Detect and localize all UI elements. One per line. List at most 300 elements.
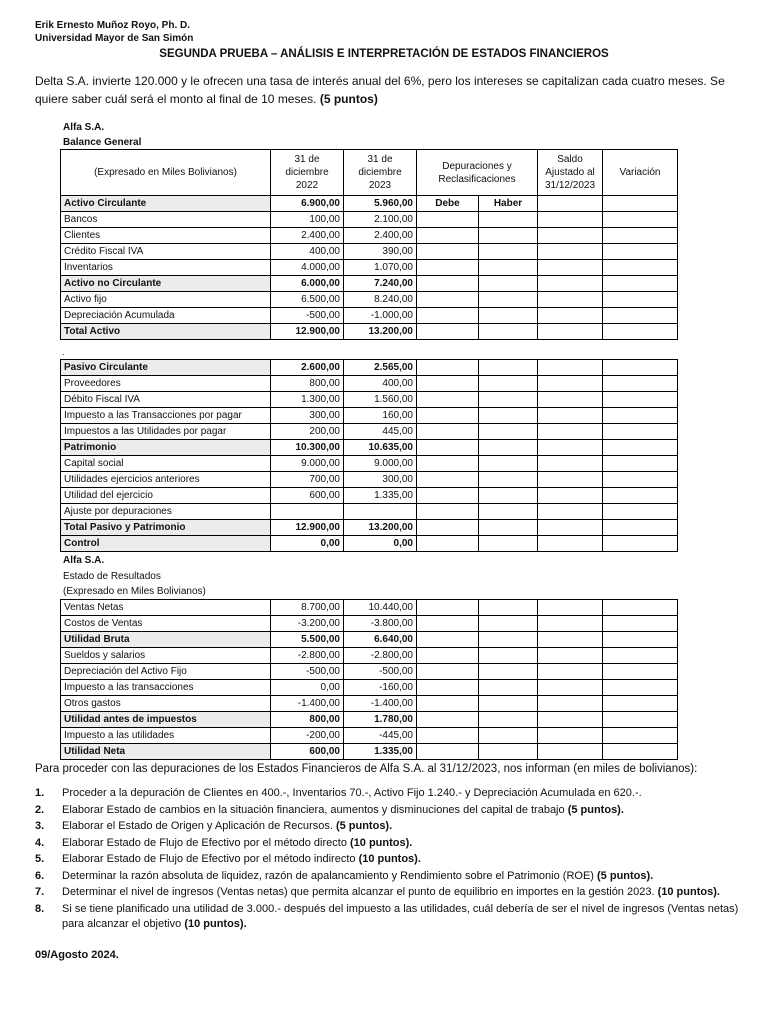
row-label: Otros gastos (61, 696, 271, 712)
credit-cell (479, 472, 538, 488)
header-adjustments: Depuraciones y Reclasificaciones (417, 150, 538, 196)
variation-cell (603, 196, 678, 212)
item-text (62, 803, 745, 818)
variation-cell (603, 308, 678, 324)
variation-cell (603, 276, 678, 292)
table-row (61, 196, 678, 212)
value-2023: 8.240,00 (344, 292, 417, 308)
adjusted-cell (538, 504, 603, 520)
adjusted-cell (538, 324, 603, 340)
adjusted-cell (538, 212, 603, 228)
value-2023: 10.440,00 (344, 600, 417, 616)
credit-cell (479, 212, 538, 228)
credit-cell (479, 616, 538, 632)
row-label: Pasivo Circulante (61, 360, 271, 376)
adjusted-cell (538, 408, 603, 424)
value-2022: 600,00 (271, 744, 344, 760)
row-label: Utilidad Bruta (61, 632, 271, 648)
credit-cell (479, 260, 538, 276)
value-2023: 2.400,00 (344, 228, 417, 244)
credit-cell (479, 728, 538, 744)
adjusted-cell (538, 520, 603, 536)
debit-cell (417, 504, 479, 520)
variation-cell (603, 324, 678, 340)
credit-cell (479, 408, 538, 424)
exam-title: SEGUNDA PRUEBA – ANÁLISIS E INTERPRETACIÓN DE ESTADOS FINANCIEROS (159, 48, 609, 60)
value-2023: 1.780,00 (344, 712, 417, 728)
balance-title: Balance General (63, 137, 142, 148)
credit-cell (479, 292, 538, 308)
credit-cell (479, 696, 538, 712)
instructions-list (35, 786, 745, 933)
debit-cell (417, 632, 479, 648)
debit-cell (417, 292, 479, 308)
adjusted-cell (538, 648, 603, 664)
university-name: Universidad Mayor de San Simón (35, 33, 194, 44)
credit-cell (479, 456, 538, 472)
balance-company: Alfa S.A. (63, 122, 105, 133)
header-2022: 31 de diciembre 2022 (271, 150, 344, 196)
value-2022: 600,00 (271, 488, 344, 504)
value-2022: 800,00 (271, 376, 344, 392)
value-2022: 10.300,00 (271, 440, 344, 456)
credit-cell (479, 324, 538, 340)
value-2022: 8.700,00 (271, 600, 344, 616)
value-2022: -500,00 (271, 664, 344, 680)
credit-cell (479, 712, 538, 728)
item-number: 5. (35, 853, 45, 865)
adjusted-cell (538, 680, 603, 696)
row-label: Crédito Fiscal IVA (61, 244, 271, 260)
row-label: Utilidad Neta (61, 744, 271, 760)
adjusted-cell (538, 664, 603, 680)
debit-cell (417, 456, 479, 472)
row-label: Activo fijo (61, 292, 271, 308)
value-2023: -2.800,00 (344, 648, 417, 664)
value-2022: 12.900,00 (271, 520, 344, 536)
list-item (35, 803, 745, 818)
value-2023: 445,00 (344, 424, 417, 440)
variation-cell (603, 712, 678, 728)
credit-cell (479, 600, 538, 616)
table-row (61, 536, 678, 552)
adjusted-cell (538, 440, 603, 456)
debit-cell (417, 260, 479, 276)
item-text (62, 885, 745, 900)
table-row (61, 472, 678, 488)
adjusted-cell (538, 728, 603, 744)
value-2023: 1.335,00 (344, 488, 417, 504)
income-section (61, 600, 678, 760)
debit-cell (417, 376, 479, 392)
table-row (61, 728, 678, 744)
table-row (61, 408, 678, 424)
header-unit: (Expresado en Miles Bolivianos) (61, 150, 271, 196)
item-number: 6. (35, 869, 45, 882)
item-number: 1. (35, 787, 45, 799)
adjusted-cell (538, 632, 603, 648)
item-description: Proceder a la depuración de Clientes en 400.-, Inventarios 70.-, Activo Fijo 1.240.- y Depreciación Acumulada en 620.-. (62, 787, 642, 799)
variation-cell (603, 616, 678, 632)
value-2023: -1.000,00 (344, 308, 417, 324)
value-2023: 390,00 (344, 244, 417, 260)
debit-cell (417, 488, 479, 504)
value-2023: 0,00 (344, 536, 417, 552)
item-description: Determinar la razón absoluta de liquidez, razón de apalancamiento y Rendimiento sobre el Patrimonio (ROE) (62, 869, 594, 882)
liabilities-section (61, 360, 678, 552)
variation-cell (603, 376, 678, 392)
row-label: Capital social (61, 456, 271, 472)
item-text (62, 852, 745, 867)
credit-cell (479, 228, 538, 244)
table-row (61, 664, 678, 680)
value-2022: 300,00 (271, 408, 344, 424)
item-number: 4. (35, 836, 45, 849)
debit-cell (417, 228, 479, 244)
credit-cell (479, 504, 538, 520)
table-row (61, 212, 678, 228)
debit-cell (417, 244, 479, 260)
adjusted-cell (538, 260, 603, 276)
table-row (61, 632, 678, 648)
value-2023: 9.000,00 (344, 456, 417, 472)
table-row (61, 228, 678, 244)
row-label: Total Pasivo y Patrimonio (61, 520, 271, 536)
item-points: (10 puntos). (350, 836, 413, 849)
item-description: Si se tiene planificado una utilidad de 3.000.- después del impuesto a las utilidades, cuál debería de ser el nivel de ingresos (Ventas netas) para alcanzar el objetivo (62, 902, 739, 930)
value-2022: 12.900,00 (271, 324, 344, 340)
table-row (61, 648, 678, 664)
table-row (61, 376, 678, 392)
credit-cell (479, 488, 538, 504)
row-label: Débito Fiscal IVA (61, 392, 271, 408)
debit-cell (417, 440, 479, 456)
variation-cell (603, 504, 678, 520)
header-adjusted-balance: Saldo Ajustado al 31/12/2023 (538, 150, 603, 196)
debit-cell (417, 696, 479, 712)
value-2023: -3.800,00 (344, 616, 417, 632)
value-2022: -500,00 (271, 308, 344, 324)
debit-cell (417, 408, 479, 424)
row-label: Impuesto a las utilidades (61, 728, 271, 744)
item-points: (5 puntos). (567, 803, 624, 816)
table-row (61, 440, 678, 456)
adjusted-cell (538, 456, 603, 472)
item-description: Elaborar Estado de Flujo de Efectivo por el método indirecto (62, 853, 356, 865)
variation-cell (603, 360, 678, 376)
row-label: Control (61, 536, 271, 552)
table-row (61, 488, 678, 504)
row-label: Total Activo (61, 324, 271, 340)
debit-cell (417, 664, 479, 680)
table-row (61, 276, 678, 292)
credit-cell: Haber (479, 196, 538, 212)
debit-cell (417, 424, 479, 440)
value-2022: 6.500,00 (271, 292, 344, 308)
value-2022: 2.400,00 (271, 228, 344, 244)
list-item (35, 819, 745, 834)
row-label: Bancos (61, 212, 271, 228)
value-2023: -1.400,00 (344, 696, 417, 712)
row-label: Utilidad del ejercicio (61, 488, 271, 504)
value-2023: 5.960,00 (344, 196, 417, 212)
credit-cell (479, 680, 538, 696)
value-2023: 1.070,00 (344, 260, 417, 276)
variation-cell (603, 244, 678, 260)
variation-cell (603, 728, 678, 744)
credit-cell (479, 664, 538, 680)
variation-cell (603, 440, 678, 456)
credit-cell (479, 520, 538, 536)
credit-cell (479, 536, 538, 552)
adjusted-cell (538, 308, 603, 324)
row-label: Ventas Netas (61, 600, 271, 616)
credit-cell (479, 424, 538, 440)
adjusted-cell (538, 744, 603, 760)
item-text (62, 902, 745, 932)
row-label: Impuesto a las transacciones (61, 680, 271, 696)
adjusted-cell (538, 696, 603, 712)
adjusted-cell (538, 600, 603, 616)
value-2022: 1.300,00 (271, 392, 344, 408)
value-2022: 700,00 (271, 472, 344, 488)
list-item (35, 852, 745, 867)
value-2023: 2.565,00 (344, 360, 417, 376)
value-2023: 160,00 (344, 408, 417, 424)
credit-cell (479, 244, 538, 260)
value-2022: -3.200,00 (271, 616, 344, 632)
credit-cell (479, 392, 538, 408)
row-label: Depreciación Acumulada (61, 308, 271, 324)
assets-section (61, 196, 678, 340)
table-row (61, 392, 678, 408)
debit-cell (417, 712, 479, 728)
credit-cell (479, 440, 538, 456)
table-row (61, 456, 678, 472)
value-2023: 1.335,00 (344, 744, 417, 760)
row-label: Clientes (61, 228, 271, 244)
variation-cell (603, 212, 678, 228)
table-row (61, 744, 678, 760)
value-2023: -445,00 (344, 728, 417, 744)
debit-cell (417, 212, 479, 228)
adjusted-cell (538, 244, 603, 260)
problem-1-points: (5 puntos) (319, 92, 378, 106)
instructions-intro: Para proceder con las depuraciones de los Estados Financieros de Alfa S.A. al 31/12/2023, nos informan (en miles de bolivianos): (35, 763, 698, 775)
table-row (61, 324, 678, 340)
table-row (61, 712, 678, 728)
variation-cell (603, 472, 678, 488)
row-label: Patrimonio (61, 440, 271, 456)
item-description: Elaborar el Estado de Origen y Aplicación de Recursos. (62, 820, 333, 832)
value-2023: 6.640,00 (344, 632, 417, 648)
item-text (62, 786, 745, 801)
separator-dot: . (62, 347, 65, 357)
row-label: Proveedores (61, 376, 271, 392)
item-points: (5 puntos). (597, 869, 654, 882)
item-points: (10 puntos). (657, 886, 720, 898)
row-label: Depreciación del Activo Fijo (61, 664, 271, 680)
item-points: (10 puntos). (358, 853, 421, 865)
value-2022: 6.900,00 (271, 196, 344, 212)
balance-sheet-table (60, 149, 678, 340)
value-2022: 200,00 (271, 424, 344, 440)
author-name: Erik Ernesto Muñoz Royo, Ph. D. (35, 20, 191, 31)
item-description: Elaborar Estado de Flujo de Efectivo por el método directo (62, 836, 347, 849)
row-label: Utilidad antes de impuestos (61, 712, 271, 728)
value-2022: -200,00 (271, 728, 344, 744)
debit-cell (417, 324, 479, 340)
variation-cell (603, 600, 678, 616)
credit-cell (479, 632, 538, 648)
variation-cell (603, 392, 678, 408)
header-variation: Variación (603, 150, 678, 196)
item-number: 2. (35, 803, 45, 816)
problem-1-text: Delta S.A. invierte 120.000 y le ofrecen una tasa de interés anual del 6%, pero los intereses se capitalizan cada cuatro meses. Se quiere saber cuál será el monto al final de 10 meses. (35, 74, 725, 106)
value-2022: 100,00 (271, 212, 344, 228)
debit-cell (417, 536, 479, 552)
debit-cell (417, 520, 479, 536)
value-2023: 7.240,00 (344, 276, 417, 292)
value-2022 (271, 504, 344, 520)
variation-cell (603, 520, 678, 536)
variation-cell (603, 680, 678, 696)
value-2022: 6.000,00 (271, 276, 344, 292)
adjusted-cell (538, 424, 603, 440)
variation-cell (603, 488, 678, 504)
variation-cell (603, 632, 678, 648)
debit-cell (417, 744, 479, 760)
variation-cell (603, 292, 678, 308)
value-2022: 0,00 (271, 536, 344, 552)
row-label: Activo no Circulante (61, 276, 271, 292)
row-label: Costos de Ventas (61, 616, 271, 632)
debit-cell (417, 600, 479, 616)
row-label: Inventarios (61, 260, 271, 276)
value-2023: 13.200,00 (344, 520, 417, 536)
variation-cell (603, 424, 678, 440)
value-2022: 400,00 (271, 244, 344, 260)
table-row (61, 696, 678, 712)
item-points: (10 puntos). (184, 917, 247, 930)
credit-cell (479, 308, 538, 324)
value-2022: 9.000,00 (271, 456, 344, 472)
variation-cell (603, 648, 678, 664)
item-description: Determinar el nivel de ingresos (Ventas netas) que permita alcanzar el punto de equilibrio en importes en la gestión 2023. (62, 886, 655, 898)
credit-cell (479, 648, 538, 664)
row-label: Impuesto a las Transacciones por pagar (61, 408, 271, 424)
table-row (61, 308, 678, 324)
income-title: Estado de Resultados (63, 571, 161, 582)
income-company: Alfa S.A. (63, 555, 105, 566)
exam-date: 09/Agosto 2024. (35, 949, 119, 961)
table-row (61, 616, 678, 632)
debit-cell (417, 276, 479, 292)
problem-1 (35, 72, 735, 108)
table-row (61, 424, 678, 440)
adjusted-cell (538, 392, 603, 408)
debit-cell (417, 308, 479, 324)
list-item (35, 836, 745, 851)
value-2022: 800,00 (271, 712, 344, 728)
variation-cell (603, 260, 678, 276)
value-2023: -500,00 (344, 664, 417, 680)
adjusted-cell (538, 536, 603, 552)
income-statement-table (60, 599, 678, 760)
variation-cell (603, 456, 678, 472)
variation-cell (603, 696, 678, 712)
value-2023: 13.200,00 (344, 324, 417, 340)
list-item (35, 902, 745, 932)
row-label: Activo Circulante (61, 196, 271, 212)
income-unit: (Expresado en Miles Bolivianos) (63, 586, 206, 597)
variation-cell (603, 744, 678, 760)
debit-cell (417, 472, 479, 488)
value-2023: 1.560,00 (344, 392, 417, 408)
item-text (62, 869, 745, 884)
value-2022: -1.400,00 (271, 696, 344, 712)
table-row (61, 292, 678, 308)
value-2022: 0,00 (271, 680, 344, 696)
table-row (61, 600, 678, 616)
debit-cell (417, 728, 479, 744)
row-label: Impuestos a las Utilidades por pagar (61, 424, 271, 440)
table-row (61, 680, 678, 696)
adjusted-cell (538, 228, 603, 244)
value-2023: 400,00 (344, 376, 417, 392)
table-row (61, 260, 678, 276)
row-label: Sueldos y salarios (61, 648, 271, 664)
list-item (35, 885, 745, 900)
credit-cell (479, 276, 538, 292)
value-2022: 4.000,00 (271, 260, 344, 276)
value-2023: 2.100,00 (344, 212, 417, 228)
liabilities-table (60, 359, 678, 552)
credit-cell (479, 360, 538, 376)
value-2023: -160,00 (344, 680, 417, 696)
debit-cell (417, 680, 479, 696)
item-text (62, 836, 745, 851)
list-item (35, 869, 745, 884)
table-row (61, 504, 678, 520)
item-number: 8. (35, 902, 45, 915)
list-item (35, 786, 745, 801)
row-label: Ajuste por depuraciones (61, 504, 271, 520)
debit-cell (417, 392, 479, 408)
debit-cell: Debe (417, 196, 479, 212)
value-2023: 300,00 (344, 472, 417, 488)
table-row (61, 244, 678, 260)
adjusted-cell (538, 712, 603, 728)
adjusted-cell (538, 276, 603, 292)
variation-cell (603, 536, 678, 552)
value-2023 (344, 504, 417, 520)
adjusted-cell (538, 488, 603, 504)
item-points: (5 puntos). (335, 820, 393, 832)
credit-cell (479, 744, 538, 760)
debit-cell (417, 648, 479, 664)
value-2022: 5.500,00 (271, 632, 344, 648)
header-2023: 31 de diciembre 2023 (344, 150, 417, 196)
value-2023: 10.635,00 (344, 440, 417, 456)
value-2022: -2.800,00 (271, 648, 344, 664)
item-description: Elaborar Estado de cambios en la situación financiera, aumentos y disminuciones del capital de trabajo (62, 803, 565, 816)
value-2022: 2.600,00 (271, 360, 344, 376)
variation-cell (603, 664, 678, 680)
item-text (62, 819, 745, 834)
adjusted-cell (538, 360, 603, 376)
credit-cell (479, 376, 538, 392)
